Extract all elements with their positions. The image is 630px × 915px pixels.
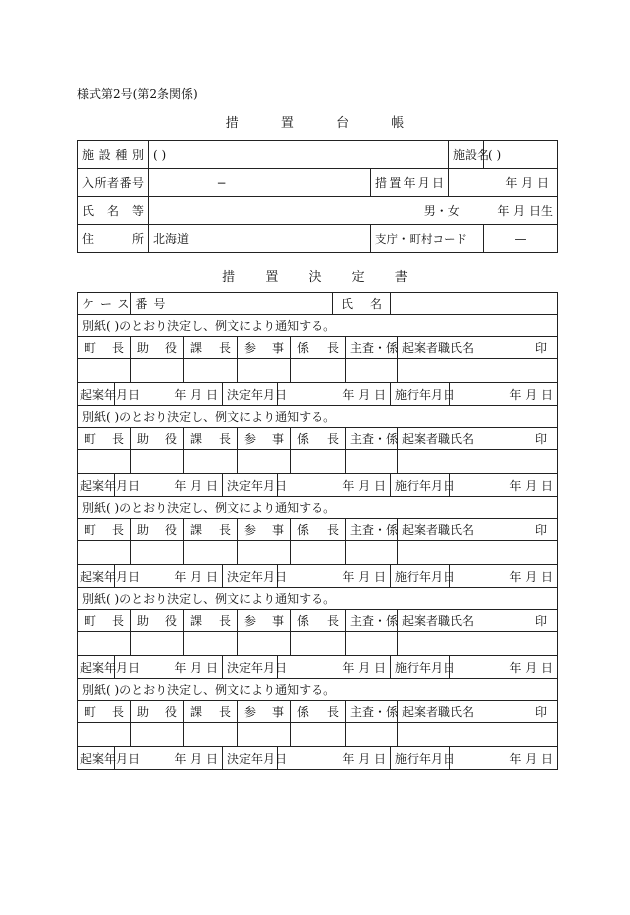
table-row [78,474,558,497]
stamp-cell[interactable] [131,359,184,383]
address-field[interactable]: 北海道 [149,225,371,253]
approver-header [398,701,558,723]
table-row [78,679,558,701]
exec-date-field[interactable]: 年 月 日 [450,747,558,770]
seal-label: 印 [535,523,548,537]
notice-text: 別紙( )のとおり決定し、例文により通知する。 [78,679,558,701]
case-number-label: ケース番号 [78,293,131,315]
approver-header: 参事 [238,610,291,632]
stamp-cell[interactable] [398,723,558,747]
approver-header: 主査・係 [346,519,398,541]
name-sex-birth-field[interactable] [149,197,558,225]
stamp-cell[interactable] [238,450,291,474]
seal-label: 印 [535,341,548,355]
decision-date-label: 決定年月日 [223,565,278,588]
decision-date-field[interactable]: 年 月 日 [278,383,391,406]
draft-date-field[interactable]: 年 月 日 [115,656,223,679]
approver-header: 課長 [184,519,238,541]
approver-header: 課長 [184,610,238,632]
resident-number-label: 入所者番号 [78,169,149,197]
decision-title-char: 定 [351,270,365,285]
approver-header: 課長 [184,337,238,359]
address-label: 住所 [78,225,149,253]
exec-date-label: 施行年月日 [391,747,450,770]
stamp-cell[interactable] [78,359,131,383]
table-row [78,747,558,770]
table-row [78,169,558,197]
table-row [78,610,558,632]
stamp-cell[interactable] [346,541,398,565]
decision-title-char: 措 [222,270,236,285]
table-row [78,541,558,565]
seal-label: 印 [535,705,548,719]
exec-date-field[interactable]: 年 月 日 [450,565,558,588]
draft-date-label: 起案年月日 [78,656,115,679]
stamp-cell[interactable] [346,450,398,474]
decision-name-field[interactable] [391,293,558,315]
table-row [78,197,558,225]
exec-date-label: 施行年月日 [391,474,450,497]
stamp-cell[interactable] [238,541,291,565]
stamp-cell[interactable] [184,450,238,474]
stamp-cell[interactable] [238,632,291,656]
stamp-cell[interactable] [398,632,558,656]
table-row [78,337,558,359]
decision-date-label: 決定年月日 [223,656,278,679]
ledger-table [77,140,558,253]
stamp-cell[interactable] [346,723,398,747]
stamp-cell[interactable] [131,450,184,474]
approver-header: 係長 [291,610,346,632]
draft-date-label: 起案年月日 [78,474,115,497]
table-row [78,632,558,656]
stamp-cell[interactable] [398,541,558,565]
approver-header: 町長 [78,610,131,632]
table-row [78,359,558,383]
decision-date-label: 決定年月日 [223,474,278,497]
measure-date-label: 措置年月日 [371,169,449,197]
ledger-title-char: 置 [280,116,294,131]
approver-header: 助役 [131,519,184,541]
approver-header: 係長 [291,428,346,450]
decision-title-char: 決 [308,270,322,285]
drafter-label: 起案者職氏名 [402,614,475,628]
facility-name-label: 施設名 [449,141,484,169]
table-row [78,293,558,315]
stamp-cell[interactable] [291,723,346,747]
approver-header: 主査・係 [346,610,398,632]
exec-date-label: 施行年月日 [391,565,450,588]
table-row [78,519,558,541]
approver-header: 町長 [78,428,131,450]
stamp-cell[interactable] [131,632,184,656]
stamp-cell[interactable] [184,541,238,565]
draft-date-field[interactable]: 年 月 日 [115,474,223,497]
table-row [78,565,558,588]
approver-header: 係長 [291,701,346,723]
decision-table [77,292,558,770]
sex-value: 男・女 [423,204,460,218]
approver-header: 主査・係 [346,701,398,723]
table-row [78,141,558,169]
drafter-label: 起案者職氏名 [402,341,475,355]
decision-date-field[interactable]: 年 月 日 [278,565,391,588]
form-number-label: 様式第2号(第2条関係) [77,87,198,101]
notice-text: 別紙( )のとおり決定し、例文により通知する。 [78,497,558,519]
stamp-cell[interactable] [291,359,346,383]
exec-date-field[interactable]: 年 月 日 [450,383,558,406]
approver-header: 町長 [78,519,131,541]
stamp-cell[interactable] [346,632,398,656]
approver-header: 参事 [238,428,291,450]
approver-header [398,519,558,541]
ledger-title-char: 台 [336,116,350,131]
resident-number-field[interactable]: − [149,169,371,197]
table-row [78,315,558,337]
approver-header [398,337,558,359]
seal-label: 印 [535,432,548,446]
decision-date-field[interactable]: 年 月 日 [278,656,391,679]
branch-code-field[interactable]: — [484,225,558,253]
drafter-label: 起案者職氏名 [402,705,475,719]
decision-date-label: 決定年月日 [223,383,278,406]
approver-header: 主査・係 [346,337,398,359]
decision-date-field[interactable]: 年 月 日 [278,747,391,770]
stamp-cell[interactable] [131,723,184,747]
table-row [78,383,558,406]
decision-title-char: 置 [265,270,279,285]
stamp-cell[interactable] [184,723,238,747]
table-row [78,588,558,610]
stamp-cell[interactable] [78,541,131,565]
decision-title [0,266,630,285]
ledger-title [0,112,630,131]
exec-date-field[interactable]: 年 月 日 [450,474,558,497]
decision-title-char: 書 [394,270,408,285]
notice-text: 別紙( )のとおり決定し、例文により通知する。 [78,406,558,428]
table-row [78,406,558,428]
drafter-label: 起案者職氏名 [402,523,475,537]
table-row [78,428,558,450]
seal-label: 印 [535,614,548,628]
drafter-label: 起案者職氏名 [402,432,475,446]
stamp-cell[interactable] [238,723,291,747]
approver-header: 課長 [184,428,238,450]
branch-code-label: 支庁・町村コード [371,225,484,253]
approver-header: 参事 [238,519,291,541]
draft-date-label: 起案年月日 [78,747,115,770]
approver-header: 助役 [131,428,184,450]
stamp-cell[interactable] [184,359,238,383]
table-row [78,497,558,519]
table-row [78,450,558,474]
table-row [78,701,558,723]
draft-date-field[interactable]: 年 月 日 [115,565,223,588]
stamp-cell[interactable] [291,450,346,474]
decision-date-field[interactable]: 年 月 日 [278,474,391,497]
table-row [78,225,558,253]
exec-date-field[interactable]: 年 月 日 [450,656,558,679]
facility-type-label: 施設種別 [78,141,149,169]
exec-date-label: 施行年月日 [391,656,450,679]
approver-header: 主査・係 [346,428,398,450]
measure-date-field[interactable]: 年 月 日 [449,169,558,197]
facility-name-field[interactable]: ( ) [484,141,558,169]
stamp-cell[interactable] [184,632,238,656]
stamp-cell[interactable] [398,450,558,474]
stamp-cell[interactable] [78,632,131,656]
stamp-cell[interactable] [78,723,131,747]
approver-header: 町長 [78,701,131,723]
stamp-cell[interactable] [131,541,184,565]
stamp-cell[interactable] [398,359,558,383]
approver-header: 参事 [238,701,291,723]
approver-header [398,428,558,450]
draft-date-field[interactable]: 年 月 日 [115,383,223,406]
approver-header: 助役 [131,701,184,723]
draft-date-label: 起案年月日 [78,565,115,588]
exec-date-label: 施行年月日 [391,383,450,406]
ledger-title-char: 措 [225,116,239,131]
table-row [78,656,558,679]
approver-header: 参事 [238,337,291,359]
table-row [78,723,558,747]
approver-header: 助役 [131,337,184,359]
notice-text: 別紙( )のとおり決定し、例文により通知する。 [78,588,558,610]
stamp-cell[interactable] [291,632,346,656]
ledger-title-char: 帳 [391,116,405,131]
draft-date-label: 起案年月日 [78,383,115,406]
stamp-cell[interactable] [78,450,131,474]
approver-header: 係長 [291,519,346,541]
stamp-cell[interactable] [346,359,398,383]
notice-text: 別紙( )のとおり決定し、例文により通知する。 [78,315,558,337]
approver-header: 助役 [131,610,184,632]
approver-header: 町長 [78,337,131,359]
name-label: 氏名等 [78,197,149,225]
approver-header: 係長 [291,337,346,359]
decision-name-label: 氏名 [333,293,391,315]
birth-date-value: 年 月 日生 [497,204,553,218]
approver-header: 課長 [184,701,238,723]
approver-header [398,610,558,632]
decision-date-label: 決定年月日 [223,747,278,770]
draft-date-field[interactable]: 年 月 日 [115,747,223,770]
facility-type-field[interactable]: ( ) [149,141,449,169]
stamp-cell[interactable] [238,359,291,383]
stamp-cell[interactable] [291,541,346,565]
